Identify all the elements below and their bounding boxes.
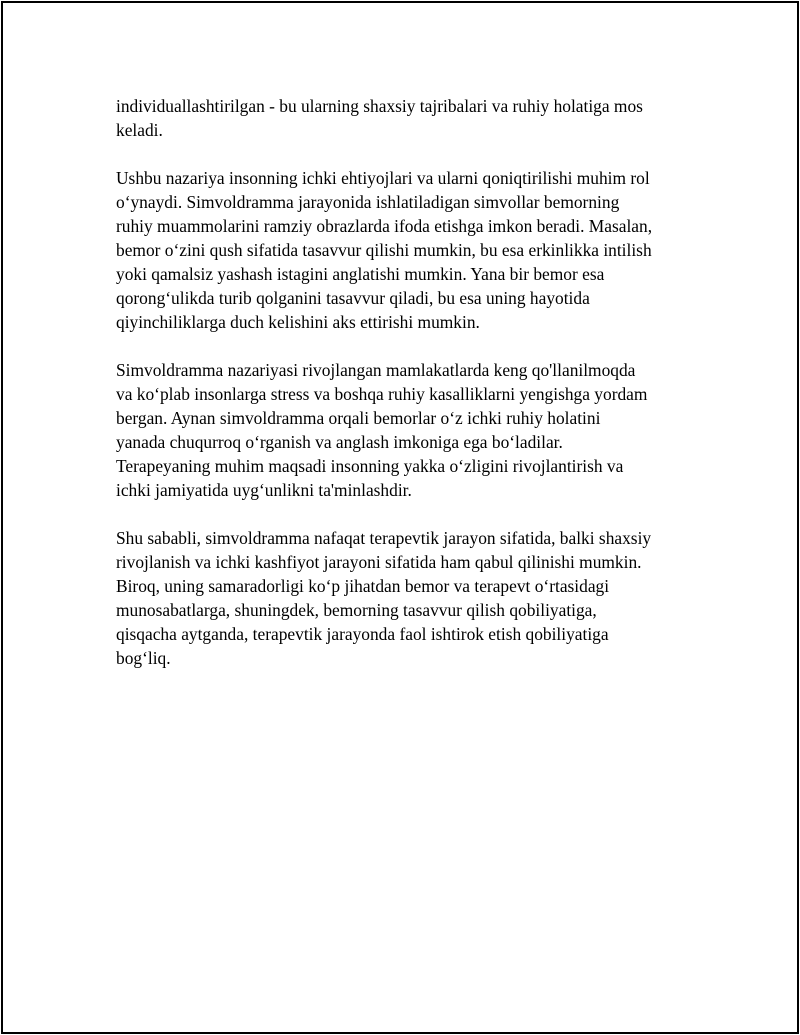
paragraph-4: Shu sababli, simvoldramma nafaqat terapevtik jarayon sifatida, balki shaxsiy rivojlanish va ichki kashfiyot jarayoni sifatida ham qabul qilinishi mumkin. Biroq, uning samaradorligi ko‘p jihatdan bemor va terapevt o‘rtasidagi munosabatlarga, shuningdek, bemorning tasavvur qilish qobiliyatiga, qisqacha aytganda, terapevtik jarayonda faol ishtirok etish qobiliyatiga bog‘liq. (116, 528, 652, 668)
paragraph-2: Ushbu nazariya insonning ichki ehtiyojlari va ularni qoniqtirilishi muhim rol o‘ynaydi. Simvoldramma jarayonida ishlatiladigan simvollar bemorning ruhiy muammolarini ramziy obrazlarda ifoda etishga imkon beradi. Masalan, bemor o‘zini qush sifatida tasavvur qilishi mumkin, bu esa erkinlikka intilish yoki qamalsiz yashash istagini anglatishi mumkin. Yana bir bemor esa qorong‘ulikda turib qolganini tasavvur qiladi, bu esa uning hayotida qiyinchiliklarga duch kelishini aks ettirishi mumkin. (116, 168, 653, 332)
document-body (116, 94, 688, 694)
paragraph-1: individuallashtirilgan - bu ularning shaxsiy tajribalari va ruhiy holatiga mos keladi. (116, 96, 643, 140)
paragraph-3: Simvoldramma nazariyasi rivojlangan mamlakatlarda keng qo'llanilmoqda va ko‘plab insonlarga stress va boshqa ruhiy kasalliklarni yengishga yordam bergan. Aynan simvoldramma orqali bemorlar o‘z ichki ruhiy holatini yanada chuqurroq o‘rganish va anglash imkoniga ega bo‘ladilar. Terapeyaning muhim maqsadi insonning yakka o‘zligini rivojlantirish va ichki jamiyatida uyg‘unlikni ta'minlashdir. (116, 360, 648, 500)
